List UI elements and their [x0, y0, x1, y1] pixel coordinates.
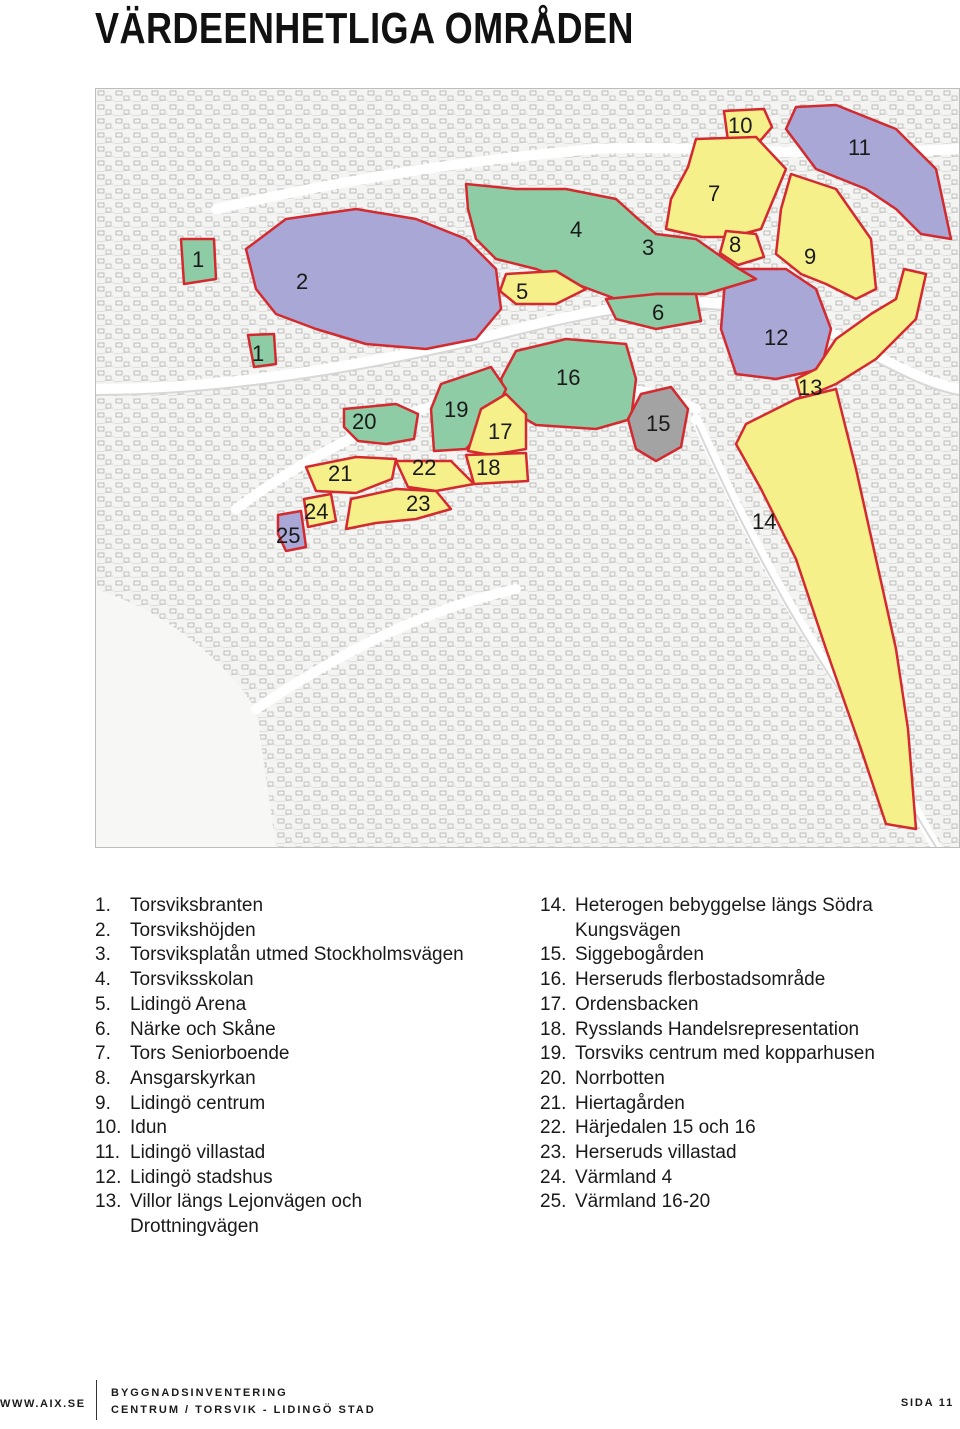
legend-number: 18.: [540, 1018, 567, 1040]
legend-item: [95, 894, 495, 919]
legend-text: Heterogen bebyggelse längs Södra Kungsvägen: [575, 895, 873, 941]
legend-number: 25.: [540, 1191, 567, 1213]
legend-text: Ansgarskyrkan: [130, 1067, 256, 1089]
legend-text: Herseruds flerbostadsområde: [575, 969, 826, 991]
map-label-2: 2: [296, 269, 309, 294]
legend-item: [540, 1166, 950, 1191]
map-label-23: 23: [406, 491, 431, 516]
legend-item: [95, 993, 495, 1018]
map-label-9: 9: [804, 244, 817, 269]
map-label-8: 8: [729, 232, 742, 257]
legend-item: [540, 1116, 950, 1141]
legend-number: 1.: [95, 895, 111, 916]
map-label-17: 17: [488, 419, 513, 444]
legend-number: 24.: [540, 1166, 567, 1188]
legend-item: [95, 1067, 495, 1092]
map-label-3: 3: [642, 235, 655, 260]
map-label-1: 1: [252, 341, 265, 366]
legend-number: 2.: [95, 919, 111, 941]
footer-report-subtitle: CENTRUM / TORSVIK - LIDINGÖ STAD: [111, 1404, 376, 1416]
map-label-13: 13: [798, 375, 823, 400]
footer: [0, 1380, 960, 1420]
footer-page-number: SIDA 11: [900, 1397, 954, 1409]
legend-text: Torsviksbranten: [130, 895, 264, 916]
map-label-19: 19: [444, 397, 469, 422]
legend-text: Villor längs Lejonvägen och Drottningvägen: [130, 1191, 363, 1238]
legend-number: 5.: [95, 993, 111, 1015]
map-label-12: 12: [764, 325, 789, 350]
legend-item: [95, 1092, 495, 1117]
map-label-16: 16: [556, 365, 581, 390]
legend-right: [540, 894, 950, 1215]
legend-item: [540, 1042, 950, 1067]
legend-item: [540, 1092, 950, 1117]
legend-item: [95, 1141, 495, 1166]
map-label-22: 22: [412, 455, 437, 480]
legend-text: Torsviksplatån utmed Stockholmsvägen: [130, 944, 464, 966]
legend-number: 9.: [95, 1092, 111, 1114]
legend-number: 16.: [540, 969, 567, 991]
legend-text: Lidingö centrum: [130, 1092, 266, 1114]
legend-item: [95, 968, 495, 993]
legend-number: 6.: [95, 1018, 111, 1040]
legend-text: Härjedalen 15 och 16: [575, 1117, 756, 1139]
legend-number: 13.: [95, 1191, 122, 1213]
legend-item: [540, 1190, 950, 1215]
map-canvas: [96, 89, 959, 847]
legend-number: 22.: [540, 1117, 567, 1139]
legend-number: 12.: [95, 1166, 122, 1188]
legend-text: Hiertagården: [575, 1092, 685, 1114]
map[interactable]: [95, 88, 960, 848]
map-label-1: 1: [192, 247, 205, 272]
legend-number: 14.: [540, 895, 567, 916]
legend-item: [95, 919, 495, 944]
legend-text: Lidingö Arena: [130, 993, 247, 1015]
legend-number: 21.: [540, 1092, 567, 1114]
legend-item: [540, 1067, 950, 1092]
map-label-4: 4: [570, 217, 583, 242]
map-label-24: 24: [304, 499, 329, 524]
legend-number: 23.: [540, 1142, 567, 1164]
legend-item: [95, 1116, 495, 1141]
legend-text: Herseruds villastad: [575, 1142, 737, 1164]
legend-number: 19.: [540, 1043, 567, 1065]
map-label-10: 10: [728, 113, 753, 138]
legend-text: Tors Seniorboende: [130, 1043, 290, 1065]
legend-number: 7.: [95, 1043, 111, 1065]
map-label-11: 11: [848, 135, 871, 160]
footer-report-title: BYGGNADSINVENTERING: [111, 1387, 288, 1399]
legend-item: [540, 968, 950, 993]
legend-text: Torsviks centrum med kopparhusen: [575, 1043, 875, 1065]
legend-item: [540, 894, 950, 943]
legend-text: Idun: [130, 1117, 167, 1139]
legend-number: 10.: [95, 1117, 122, 1139]
legend-number: 8.: [95, 1067, 111, 1089]
legend-number: 11.: [95, 1142, 121, 1164]
legend-number: 15.: [540, 944, 567, 966]
legend-text: Närke och Skåne: [130, 1018, 276, 1040]
map-label-14: 14: [752, 509, 777, 534]
legend-text: Värmland 16-20: [575, 1191, 711, 1213]
map-label-20: 20: [352, 409, 377, 434]
legend-text: Torsvikshöjden: [130, 919, 256, 941]
legend-item: [540, 1141, 950, 1166]
legend-item: [95, 1190, 495, 1239]
legend-item: [540, 1018, 950, 1043]
legend-item: [95, 1042, 495, 1067]
legend-number: 20.: [540, 1067, 567, 1089]
legend-text: Lidingö villastad: [130, 1142, 266, 1164]
legend-item: [95, 1018, 495, 1043]
legend-item: [95, 943, 495, 968]
map-label-6: 6: [652, 300, 665, 325]
legend-item: [540, 943, 950, 968]
legend-text: Rysslands Handelsrepresentation: [575, 1018, 860, 1040]
page-title: VÄRDEENHETLIGA OMRÅDEN: [95, 4, 634, 53]
map-label-7: 7: [708, 181, 721, 206]
legend-text: Torsviksskolan: [130, 969, 254, 991]
map-label-21: 21: [328, 461, 353, 486]
legend-item: [540, 993, 950, 1018]
legend-text: Siggebogården: [575, 944, 704, 966]
legend-number: 4.: [95, 969, 111, 991]
footer-site-link[interactable]: WWW.AIX.SE: [0, 1398, 86, 1410]
legend-text: Ordensbacken: [575, 993, 699, 1015]
map-label-18: 18: [476, 455, 501, 480]
legend-text: Lidingö stadshus: [130, 1166, 273, 1188]
legend-item: [95, 1166, 495, 1191]
legend-number: 3.: [95, 944, 111, 966]
map-label-25: 25: [276, 523, 301, 548]
legend-text: Norrbotten: [575, 1067, 665, 1089]
footer-divider: [96, 1380, 97, 1420]
legend-number: 17.: [540, 993, 567, 1015]
legend-left: [95, 894, 495, 1240]
map-label-5: 5: [516, 279, 529, 304]
legend-text: Värmland 4: [575, 1166, 673, 1188]
map-label-15: 15: [646, 411, 671, 436]
